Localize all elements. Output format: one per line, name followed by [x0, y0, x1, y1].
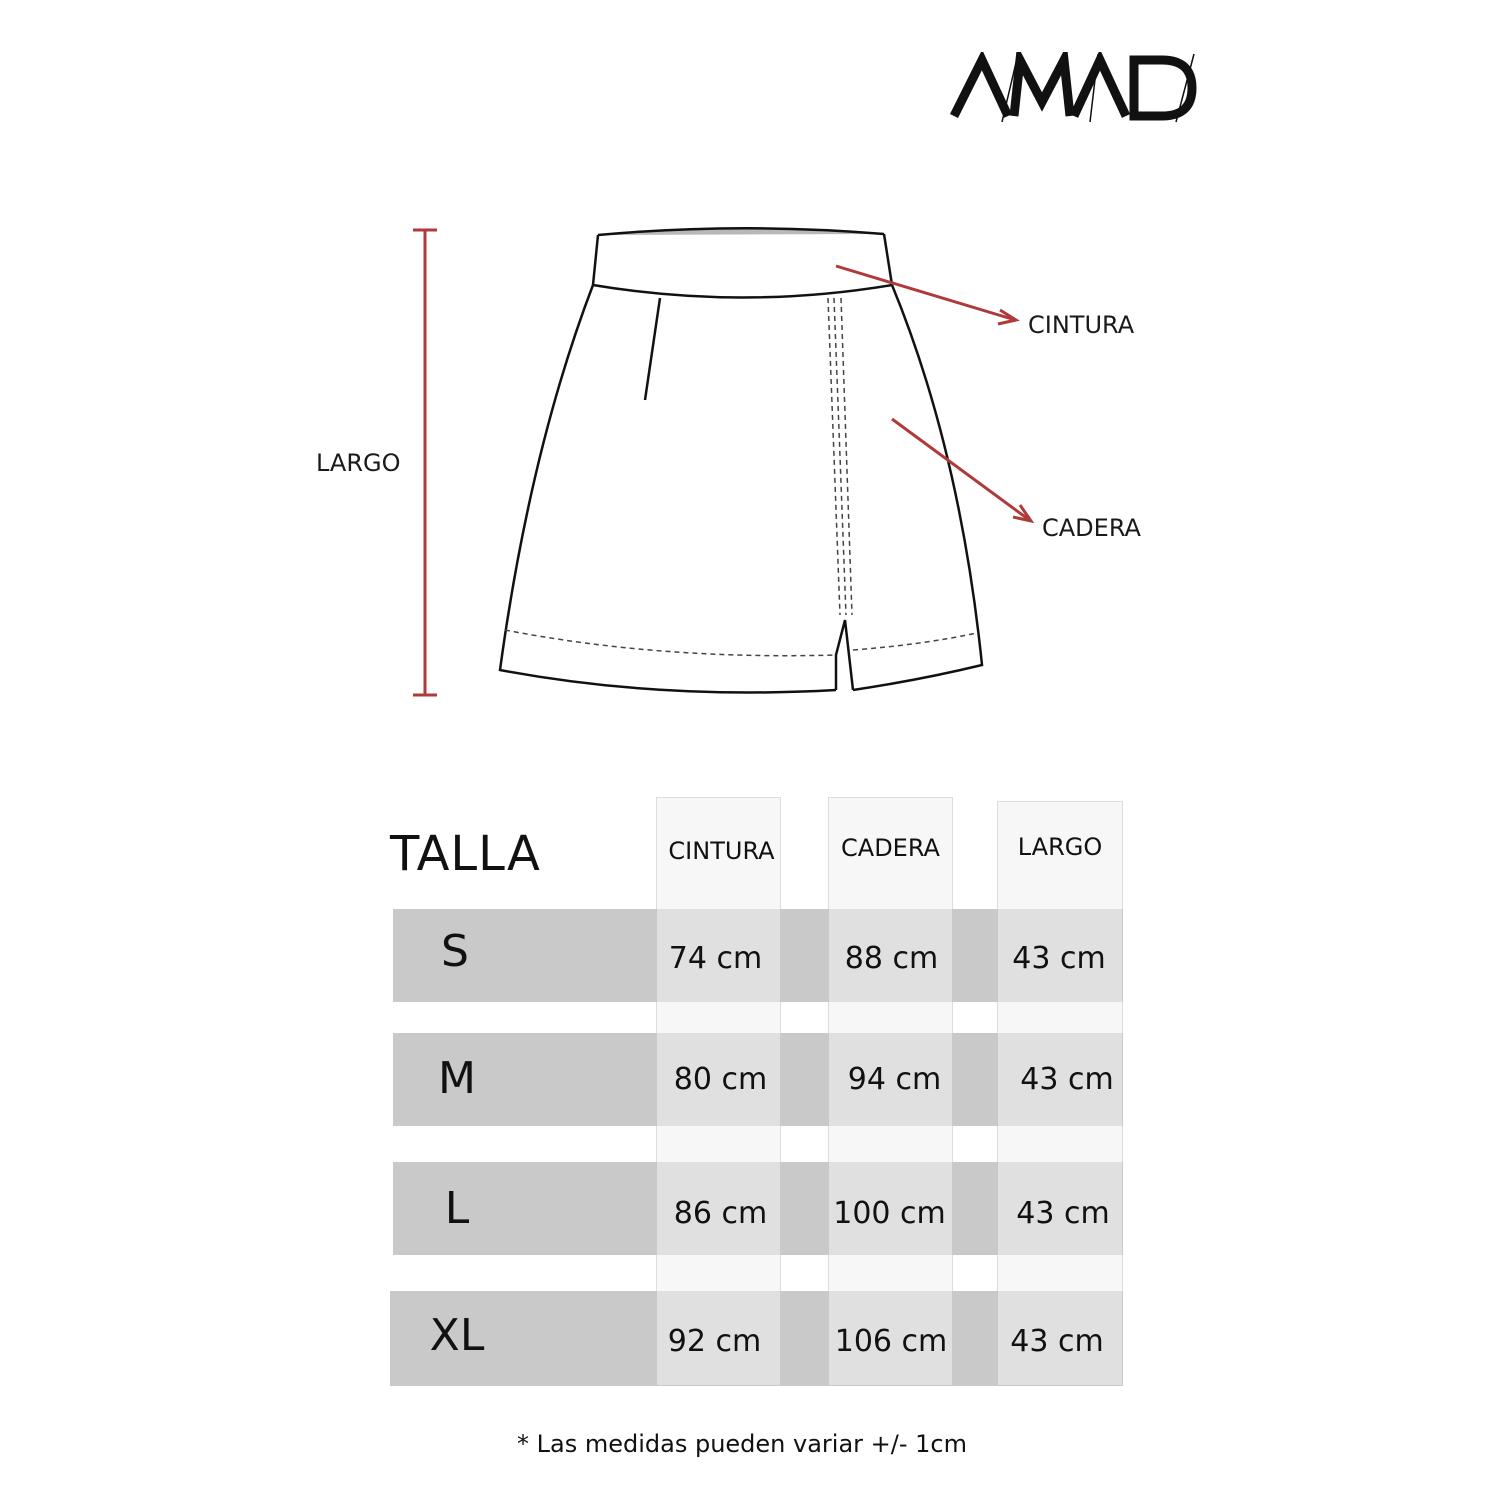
- waist-label: CINTURA: [1028, 311, 1135, 339]
- cintura-value-l: 86 cm: [673, 1196, 768, 1231]
- cadera-value-l: 100 cm: [833, 1196, 946, 1231]
- length-label: LARGO: [316, 449, 401, 477]
- hip-label: CADERA: [1042, 514, 1141, 542]
- cintura-value-s: 74 cm: [668, 941, 763, 976]
- table-title: TALLA: [390, 826, 541, 882]
- size-label-xl: XL: [429, 1310, 485, 1361]
- cadera-value-s: 88 cm: [844, 941, 939, 976]
- largo-value-m: 43 cm: [1020, 1062, 1114, 1097]
- largo-value-xl: 43 cm: [1010, 1324, 1104, 1359]
- cintura-value-xl: 92 cm: [667, 1324, 762, 1359]
- cadera-value-xl: 106 cm: [834, 1324, 948, 1359]
- size-label-s: S: [441, 926, 469, 977]
- largo-value-l: 43 cm: [1016, 1196, 1110, 1231]
- largo-value-s: 43 cm: [1012, 941, 1106, 976]
- column-header-cintura: CINTURA: [668, 837, 775, 865]
- cintura-value-m: 80 cm: [673, 1062, 768, 1097]
- footnote: * Las medidas pueden variar +/- 1cm: [517, 1430, 967, 1458]
- column-header-largo: LARGO: [1017, 833, 1103, 861]
- column-header-cadera: CADERA: [841, 834, 940, 862]
- cadera-value-m: 94 cm: [847, 1062, 942, 1097]
- size-label-m: M: [438, 1053, 476, 1104]
- size-label-l: L: [444, 1183, 470, 1234]
